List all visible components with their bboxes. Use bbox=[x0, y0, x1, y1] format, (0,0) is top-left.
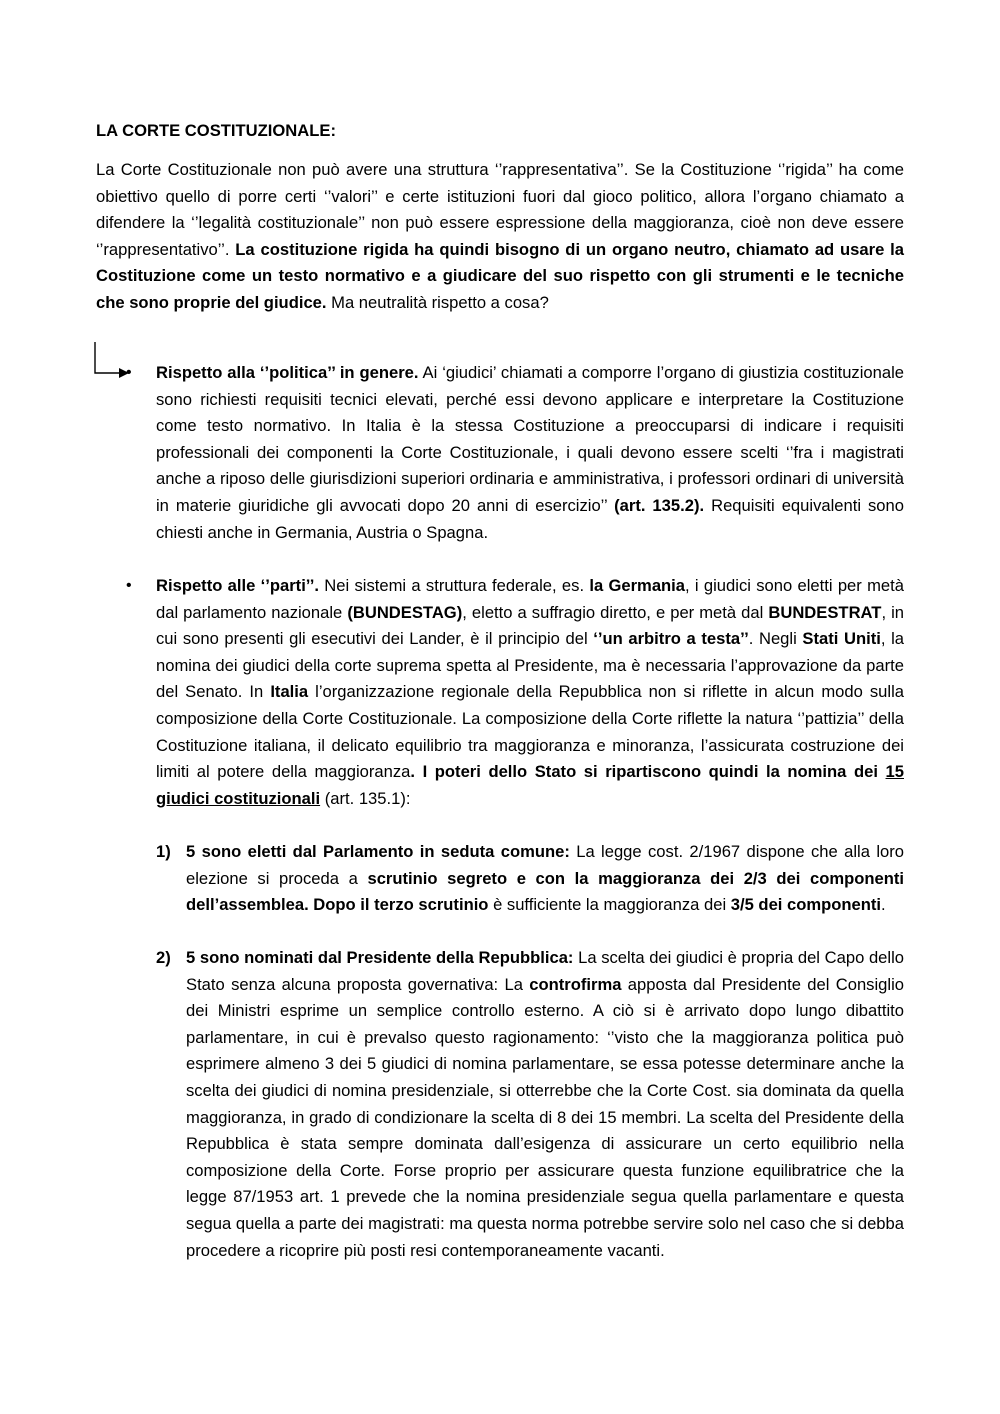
item-number: 2) bbox=[156, 948, 171, 967]
bullet-parti-poteri: . I poteri dello Stato si ripartiscono quindi la nomina dei bbox=[410, 762, 886, 782]
intro-question: Ma neutralità rispetto a cosa? bbox=[326, 292, 549, 312]
bullet-parti-text: , i giudici sono eletti per metà dal parlamento nazionale bbox=[156, 576, 904, 622]
item-presidente-heading: 5 sono nominati dal Presidente della Repubblica: bbox=[186, 948, 574, 967]
item-parlamento-3-5: 3/5 dei componenti bbox=[730, 895, 882, 915]
list-item-presidente bbox=[186, 945, 904, 1264]
bullet-parti-article: (art. 135.1): bbox=[320, 788, 411, 808]
bullet-parti-heading: Rispetto alle ‘’parti’’. bbox=[156, 576, 320, 595]
bullet-parti-text: , in cui sono presenti gli esecutivi dei Lander, è il principio del bbox=[156, 602, 905, 649]
list-item-parlamento bbox=[186, 839, 904, 919]
intro-text: La Corte Costituzionale non può avere una struttura ‘’rappresentativa’’. Se la Costituzione ‘’rigida’’ ha come obiettivo quello di porre certi ‘’valori’’ e certe istituzioni fuori dal gioco politico, allora l’organo chiamato a difendere la ‘’legalità costituzionale’’ non può essere espressione della maggioranza, cioè non deve essere ‘’rappresentativo’’. bbox=[96, 160, 904, 259]
item-number: 1) bbox=[156, 842, 171, 861]
bullet-parti-15-giudici: 15 giudici costituzionali bbox=[156, 762, 904, 808]
bullet-parti-text: Nei sistemi a struttura federale, es. bbox=[319, 576, 590, 595]
bullet-parti-germania: la Germania bbox=[589, 576, 686, 595]
bullet-parti-bundestag: (BUNDESTAG) bbox=[347, 602, 463, 622]
bullet-politica-heading: Rispetto alla ‘’politica’’ in genere. bbox=[156, 363, 419, 382]
item-parlamento-scrutinio: scrutinio segreto e con la maggioranza dei 2/3 dei componenti dell’assemblea. Dopo il terzo scrutinio bbox=[186, 868, 905, 915]
intro-bold-text: La costituzione rigida ha quindi bisogno di un organo neutro, chiamato ad usare la Costituzione come un testo normativo e a giudicare del suo rispetto con gli strumenti e le tecniche che sono proprie del giudice. bbox=[96, 239, 904, 312]
bullet-politica-text: Ai ‘giudici’ chiamati a comporre l’organo di giustizia costituzionale sono richiesti requisiti tecnici elevati, perché essi devono applicare e interpretare la Costituzione come testo normativo. In Italia è la stessa Costituzione a preoccuparsi di indicare i requisiti professionali dei componenti la Corte Costituzionale, i quali devono essere scelti ‘’fra i magistrati anche a riposo delle giurisdizioni superiori ordinaria e amministrativa, i professori ordinari di università in materie giuridiche gli avvocati dopo 20 anni di esercizio’’ bbox=[156, 363, 905, 515]
bullet-politica-text-end: Requisiti equivalenti sono chiesti anche in Germania, Austria o Spagna. bbox=[156, 495, 904, 542]
item-parlamento-text: . bbox=[881, 895, 886, 915]
bullet-parti-text: . Negli bbox=[748, 629, 803, 649]
bullet-parti bbox=[156, 573, 904, 812]
bullet-parti-stati-uniti: Stati Uniti bbox=[802, 629, 881, 649]
page-title: LA CORTE COSTITUZIONALE: bbox=[96, 121, 336, 140]
bullet-parti-italia: Italia bbox=[270, 682, 309, 702]
bullet-dot: • bbox=[126, 364, 132, 381]
bullet-parti-text: , la nomina dei giudici della corte suprema spetta al Presidente, ma è necessaria l’approvazione da parte del Senato. In bbox=[156, 629, 905, 702]
item-parlamento-text: La legge cost. 2/1967 dispone che alla loro elezione si proceda a bbox=[186, 842, 904, 888]
bullet-parti-bundestrat: BUNDESTRAT bbox=[768, 602, 882, 622]
item-presidente-controfirma: controfirma bbox=[529, 974, 622, 994]
bullet-parti-arbitro: ‘’un arbitro a testa’’ bbox=[593, 629, 749, 649]
bullet-parti-text: l’organizzazione regionale della Repubblica non si riflette in alcun modo sulla composizione della Corte Costituzionale. La composizione della Corte riflette la natura ‘’pattizia’’ della Costituzione italiana, il delicato equilibrio tra maggioranza e minoranza, l’assicurata costruzione dei limiti al potere della maggioranza bbox=[156, 682, 904, 782]
item-parlamento-text: è sufficiente la maggioranza dei bbox=[488, 895, 731, 915]
intro-paragraph bbox=[96, 157, 904, 317]
item-parlamento-heading: 5 sono eletti dal Parlamento in seduta comune: bbox=[186, 842, 570, 861]
bullet-dot: • bbox=[126, 577, 132, 594]
item-presidente-text: La scelta dei giudici è propria del Capo dello Stato senza alcuna proposta governativa: La bbox=[186, 948, 904, 994]
item-presidente-text: apposta dal Presidente del Consiglio dei Ministri esprime un semplice controllo esterno. A ciò si è arrivato dopo lungo dibattito parlamentare, in cui è prevalso questo ragionamento: ‘’visto che la maggioranza politica può esprimere almeno 3 dei 5 giudici di nomina parlamentare, se essa potesse determinare anche la scelta dei giudici di nomina presidenziale, si otterrebbe che la Corte Cost. sia dominata da quella maggioranza, in grado di condizionare la scelta di 8 dei 15 membri. La scelta del Presidente della Repubblica è stata sempre dominata dall’esigenza di assicurare un certo equilibrio nella composizione della Corte. Forse proprio per assicurare questa funzione equilibratrice che la legge 87/1953 art. 1 prevede che la nomina presidenziale segua quella parlamentare e questa segua quella a parte dei magistrati: ma questa norma potrebbe servire solo nel caso che si debba procedere a ricoprire più posti resi contemporaneamente vacanti. bbox=[186, 974, 904, 1260]
bullet-politica bbox=[156, 360, 904, 546]
bullet-parti-text: , eletto a suffragio diretto, e per metà dal bbox=[462, 602, 769, 622]
bullet-politica-article: (art. 135.2). bbox=[614, 495, 705, 515]
